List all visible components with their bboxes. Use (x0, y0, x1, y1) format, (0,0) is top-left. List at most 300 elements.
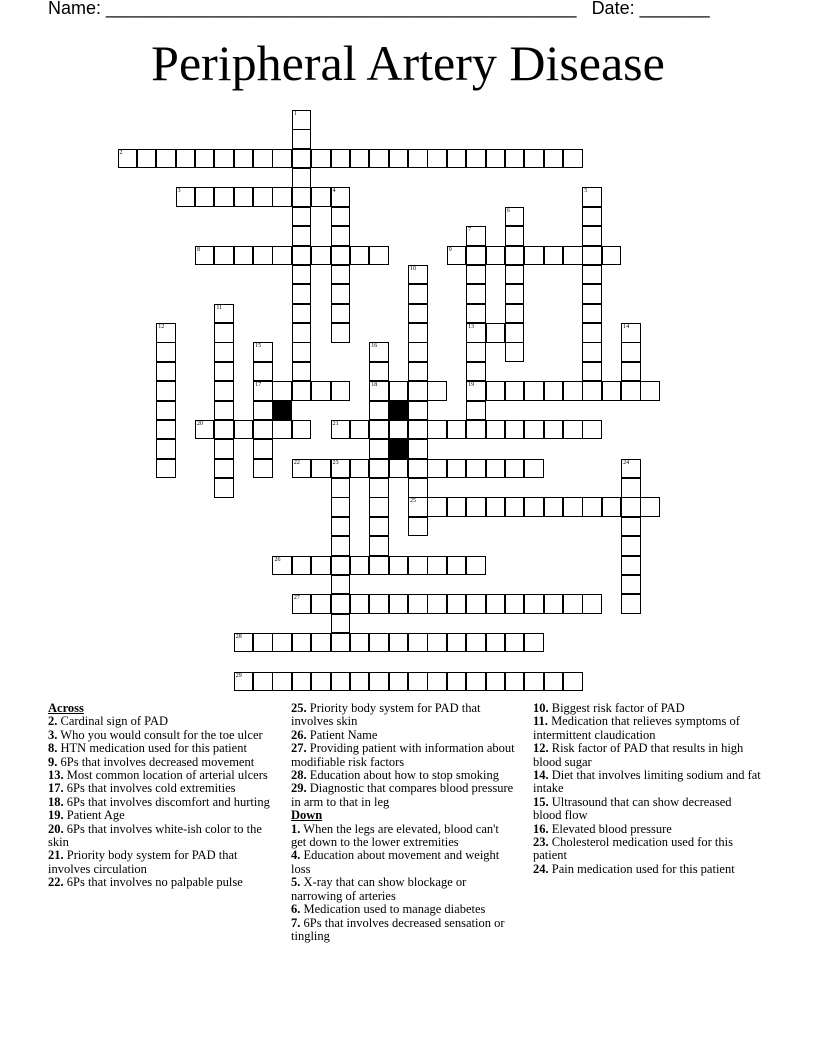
grid-cell[interactable] (427, 149, 447, 169)
grid-cell[interactable] (292, 342, 312, 362)
grid-cell[interactable] (505, 265, 525, 285)
grid-cell[interactable] (447, 459, 467, 479)
grid-cell[interactable] (466, 284, 486, 304)
grid-cell[interactable] (350, 246, 370, 266)
grid-cell[interactable] (292, 556, 312, 576)
grid-cell[interactable] (195, 246, 215, 266)
grid-cell[interactable] (176, 187, 196, 207)
grid-cell[interactable] (311, 149, 331, 169)
grid-cell[interactable] (408, 517, 428, 537)
grid-cell[interactable] (427, 556, 447, 576)
grid-cell[interactable] (563, 149, 583, 169)
grid-cell[interactable] (156, 439, 176, 459)
grid-cell[interactable] (369, 246, 389, 266)
grid-cell[interactable] (466, 246, 486, 266)
grid-cell[interactable] (486, 633, 506, 653)
grid-cell[interactable] (253, 381, 273, 401)
grid-cell[interactable] (427, 633, 447, 653)
grid-cell[interactable] (602, 381, 622, 401)
grid-cell[interactable] (621, 536, 641, 556)
grid-cell[interactable] (253, 401, 273, 421)
grid-cell[interactable] (389, 556, 409, 576)
grid-cell[interactable] (466, 420, 486, 440)
clue-item (48, 742, 273, 755)
grid-cell[interactable] (331, 323, 351, 343)
grid-cell[interactable] (621, 381, 641, 401)
grid-cell[interactable] (253, 246, 273, 266)
grid-cell[interactable] (369, 381, 389, 401)
grid-cell[interactable] (408, 284, 428, 304)
grid-cell[interactable] (505, 459, 525, 479)
grid-cell[interactable] (234, 420, 254, 440)
grid-cell[interactable] (621, 323, 641, 343)
clue-item-number: 27. (291, 741, 307, 756)
grid-cell[interactable] (427, 497, 447, 517)
grid-cell[interactable] (156, 459, 176, 479)
grid-cell[interactable] (524, 246, 544, 266)
grid-cell[interactable] (602, 497, 622, 517)
grid-cell[interactable] (214, 362, 234, 382)
grid-cell[interactable] (331, 226, 351, 246)
clue-item (48, 756, 273, 769)
grid-cell[interactable] (214, 420, 234, 440)
grid-cell[interactable] (331, 207, 351, 227)
grid-cell[interactable] (621, 556, 641, 576)
grid-cell[interactable] (505, 284, 525, 304)
grid-cell[interactable] (466, 672, 486, 692)
clue-number: 13 (468, 324, 475, 331)
grid-cell[interactable] (292, 207, 312, 227)
grid-cell[interactable] (331, 149, 351, 169)
grid-cell[interactable] (640, 381, 660, 401)
grid-cell[interactable] (369, 149, 389, 169)
grid-cell[interactable] (447, 556, 467, 576)
grid-cell[interactable] (369, 342, 389, 362)
grid-cell[interactable] (486, 594, 506, 614)
grid-cell[interactable] (602, 246, 622, 266)
grid-cell[interactable] (292, 594, 312, 614)
grid-cell[interactable] (408, 478, 428, 498)
grid-cell[interactable] (486, 381, 506, 401)
grid-cell[interactable] (156, 342, 176, 362)
grid-cell[interactable] (214, 246, 234, 266)
grid-cell[interactable] (408, 439, 428, 459)
grid-cell[interactable] (408, 420, 428, 440)
clue-number: 11 (216, 304, 223, 311)
grid-cell[interactable] (408, 459, 428, 479)
grid-cell[interactable] (544, 381, 564, 401)
clue-number: 26 (274, 556, 281, 563)
grid-cell[interactable] (253, 439, 273, 459)
grid-cell[interactable] (408, 323, 428, 343)
grid-cell[interactable] (331, 556, 351, 576)
grid-cell[interactable] (272, 381, 292, 401)
grid-cell[interactable] (176, 149, 196, 169)
grid-cell[interactable] (292, 381, 312, 401)
grid-cell[interactable] (544, 246, 564, 266)
grid-cell[interactable] (331, 517, 351, 537)
clue-item-number: 9. (48, 754, 58, 769)
grid-cell[interactable] (234, 633, 254, 653)
grid-cell[interactable] (466, 594, 486, 614)
grid-cell[interactable] (292, 323, 312, 343)
grid-cell[interactable] (350, 594, 370, 614)
clue-item-number: 29. (291, 781, 307, 796)
grid-cell[interactable] (292, 149, 312, 169)
grid-cell[interactable] (292, 420, 312, 440)
grid-cell[interactable] (369, 556, 389, 576)
grid-cell[interactable] (582, 226, 602, 246)
clue-item-text: X-ray that can show blockage or narrowing of arteries (291, 875, 467, 903)
grid-cell[interactable] (486, 459, 506, 479)
grid-cell[interactable] (292, 246, 312, 266)
clue-number: 2 (119, 149, 123, 156)
grid-cell[interactable] (311, 381, 331, 401)
grid-cell[interactable] (486, 246, 506, 266)
grid-cell[interactable] (466, 304, 486, 324)
grid-cell[interactable] (214, 149, 234, 169)
grid-cell[interactable] (156, 401, 176, 421)
grid-cell[interactable] (524, 381, 544, 401)
grid-cell[interactable] (505, 149, 525, 169)
grid-cell[interactable] (389, 594, 409, 614)
grid-cell[interactable] (505, 246, 525, 266)
clue-item-number: 20. (48, 821, 64, 836)
grid-cell[interactable] (331, 246, 351, 266)
grid-cell[interactable] (331, 304, 351, 324)
grid-cell[interactable] (214, 381, 234, 401)
grid-cell[interactable] (621, 478, 641, 498)
grid-cell[interactable] (466, 362, 486, 382)
grid-cell[interactable] (253, 672, 273, 692)
grid-cell[interactable] (640, 497, 660, 517)
grid-cell[interactable] (156, 323, 176, 343)
grid-cell[interactable] (331, 478, 351, 498)
grid-cell[interactable] (408, 633, 428, 653)
grid-cell[interactable] (253, 459, 273, 479)
grid-cell[interactable] (563, 420, 583, 440)
grid-cell[interactable] (369, 459, 389, 479)
grid-cell[interactable] (582, 323, 602, 343)
grid-cell[interactable] (234, 187, 254, 207)
grid-cell[interactable] (272, 149, 292, 169)
grid-cell[interactable] (311, 459, 331, 479)
clue-item-number: 6. (291, 902, 301, 917)
clue-item-text: 6Ps that involves decreased sensation or tingling (291, 915, 505, 943)
grid-cell[interactable] (621, 517, 641, 537)
grid-cell[interactable] (311, 594, 331, 614)
grid-cell[interactable] (466, 323, 486, 343)
grid-cell[interactable] (195, 149, 215, 169)
grid-cell[interactable] (544, 672, 564, 692)
grid-cell[interactable] (466, 401, 486, 421)
grid-cell[interactable] (408, 594, 428, 614)
grid-cell[interactable] (582, 342, 602, 362)
grid-cell[interactable] (466, 381, 486, 401)
grid-cell[interactable] (331, 459, 351, 479)
grid-cell[interactable] (466, 342, 486, 362)
clue-number: 22 (293, 459, 300, 466)
clue-number: 3 (177, 188, 181, 195)
grid-cell[interactable] (466, 459, 486, 479)
grid-cell[interactable] (427, 594, 447, 614)
grid-cell[interactable] (486, 672, 506, 692)
grid-cell[interactable] (214, 342, 234, 362)
grid-cell[interactable] (331, 614, 351, 634)
grid-cell[interactable] (311, 633, 331, 653)
grid-cell[interactable] (408, 304, 428, 324)
grid-cell[interactable] (350, 420, 370, 440)
grid-cell[interactable] (253, 362, 273, 382)
grid-cell[interactable] (408, 556, 428, 576)
grid-cell[interactable] (582, 420, 602, 440)
grid-cell[interactable] (389, 672, 409, 692)
grid-cell[interactable] (350, 556, 370, 576)
grid-cell[interactable] (466, 265, 486, 285)
grid-cell[interactable] (408, 342, 428, 362)
grid-cell[interactable] (486, 497, 506, 517)
grid-cell[interactable] (582, 497, 602, 517)
grid-cell[interactable] (331, 575, 351, 595)
grid-cell[interactable] (331, 381, 351, 401)
grid-cell[interactable] (408, 362, 428, 382)
grid-cell[interactable] (505, 672, 525, 692)
grid-cell[interactable] (582, 381, 602, 401)
grid-cell[interactable] (214, 187, 234, 207)
clue-number: 12 (158, 324, 165, 331)
grid-cell[interactable] (389, 381, 409, 401)
grid-cell[interactable] (427, 672, 447, 692)
grid-cell[interactable] (582, 304, 602, 324)
grid-cell[interactable] (582, 207, 602, 227)
grid-cell[interactable] (505, 594, 525, 614)
grid-cell[interactable] (582, 246, 602, 266)
grid-cell[interactable] (369, 497, 389, 517)
grid-cell[interactable] (369, 594, 389, 614)
grid-cell[interactable] (486, 149, 506, 169)
grid-cell[interactable] (524, 594, 544, 614)
grid-cell[interactable] (582, 362, 602, 382)
grid-cell[interactable] (156, 420, 176, 440)
grid-cell[interactable] (195, 420, 215, 440)
grid-cell[interactable] (447, 594, 467, 614)
grid-cell[interactable] (214, 459, 234, 479)
grid-cell[interactable] (427, 459, 447, 479)
grid-cell[interactable] (505, 342, 525, 362)
clue-number: 17 (255, 382, 262, 389)
grid-cell[interactable] (369, 672, 389, 692)
grid-cell[interactable] (486, 420, 506, 440)
grid-cell[interactable] (369, 517, 389, 537)
clue-item-text: When the legs are elevated, blood can't get down to the lower extremities (291, 821, 499, 850)
grid-cell[interactable] (292, 459, 312, 479)
grid-cell[interactable] (272, 187, 292, 207)
grid-cell[interactable] (292, 265, 312, 285)
grid-cell[interactable] (544, 594, 564, 614)
grid-cell[interactable] (272, 246, 292, 266)
grid-cell[interactable] (292, 304, 312, 324)
grid-cell[interactable] (253, 187, 273, 207)
grid-cell[interactable] (331, 265, 351, 285)
grid-cell[interactable] (214, 478, 234, 498)
grid-cell[interactable] (369, 536, 389, 556)
grid-cell[interactable] (272, 420, 292, 440)
grid-cell[interactable] (253, 342, 273, 362)
grid-cell[interactable] (292, 168, 312, 188)
grid-cell[interactable] (350, 459, 370, 479)
grid-cell[interactable] (272, 672, 292, 692)
grid-cell[interactable] (486, 323, 506, 343)
grid-cell[interactable] (563, 246, 583, 266)
grid-cell[interactable] (156, 362, 176, 382)
grid-cell[interactable] (505, 381, 525, 401)
grid-cell[interactable] (389, 420, 409, 440)
grid-cell[interactable] (272, 556, 292, 576)
grid-cell[interactable] (582, 187, 602, 207)
grid-cell[interactable] (214, 323, 234, 343)
grid-cell[interactable] (563, 672, 583, 692)
grid-cell[interactable] (292, 110, 312, 130)
grid-cell[interactable] (524, 672, 544, 692)
grid-cell[interactable] (544, 149, 564, 169)
grid-cell[interactable] (466, 633, 486, 653)
grid-cell[interactable] (505, 207, 525, 227)
grid-cell[interactable] (369, 439, 389, 459)
grid-cell[interactable] (621, 342, 641, 362)
grid-cell[interactable] (234, 246, 254, 266)
grid-cell[interactable] (214, 304, 234, 324)
grid-cell[interactable] (427, 381, 447, 401)
grid-cell[interactable] (447, 149, 467, 169)
grid-cell[interactable] (408, 672, 428, 692)
grid-cell[interactable] (621, 459, 641, 479)
grid-cell[interactable] (214, 439, 234, 459)
grid-cell[interactable] (524, 633, 544, 653)
grid-cell[interactable] (621, 497, 641, 517)
grid-cell[interactable] (350, 149, 370, 169)
grid-cell[interactable] (253, 149, 273, 169)
grid-cell[interactable] (621, 594, 641, 614)
grid-cell[interactable] (389, 149, 409, 169)
grid-cell[interactable] (369, 401, 389, 421)
grid-cell[interactable] (408, 149, 428, 169)
grid-cell[interactable] (311, 187, 331, 207)
grid-cell[interactable] (292, 187, 312, 207)
grid-cell[interactable] (505, 323, 525, 343)
grid-cell[interactable] (408, 265, 428, 285)
grid-cell[interactable] (272, 633, 292, 653)
grid-cell[interactable] (118, 149, 138, 169)
clue-number: 21 (332, 420, 339, 427)
grid-cell[interactable] (369, 362, 389, 382)
grid-cell[interactable] (582, 594, 602, 614)
grid-cell[interactable] (214, 401, 234, 421)
grid-cell[interactable] (331, 187, 351, 207)
grid-cell[interactable] (311, 672, 331, 692)
grid-cell[interactable] (389, 633, 409, 653)
grid-cell[interactable] (292, 633, 312, 653)
grid-cell[interactable] (582, 265, 602, 285)
grid-cell[interactable] (331, 594, 351, 614)
grid-cell[interactable] (505, 633, 525, 653)
grid-cell[interactable] (311, 246, 331, 266)
grid-cell[interactable] (621, 362, 641, 382)
grid-cell[interactable] (582, 284, 602, 304)
grid-cell[interactable] (292, 129, 312, 149)
clue-number: 28 (235, 633, 242, 640)
grid-cell[interactable] (369, 478, 389, 498)
grid-cell[interactable] (331, 497, 351, 517)
grid-cell[interactable] (524, 497, 544, 517)
grid-cell[interactable] (408, 497, 428, 517)
grid-cell[interactable] (331, 633, 351, 653)
date-line[interactable]: _______ (639, 0, 710, 18)
grid-cell[interactable] (389, 459, 409, 479)
grid-cell[interactable] (621, 575, 641, 595)
grid-cell[interactable] (369, 420, 389, 440)
grid-cell[interactable] (292, 672, 312, 692)
grid-cell[interactable] (524, 149, 544, 169)
grid-cell[interactable] (524, 420, 544, 440)
grid-cell[interactable] (466, 226, 486, 246)
grid-cell[interactable] (466, 556, 486, 576)
grid-cell[interactable] (137, 149, 157, 169)
grid-cell[interactable] (253, 633, 273, 653)
grid-cell[interactable] (331, 420, 351, 440)
grid-cell[interactable] (544, 497, 564, 517)
name-line[interactable]: _______________________________________________ (106, 0, 577, 18)
grid-cell[interactable] (156, 149, 176, 169)
grid-cell[interactable] (369, 633, 389, 653)
grid-cell[interactable] (311, 556, 331, 576)
grid-cell[interactable] (505, 304, 525, 324)
grid-cell[interactable] (408, 381, 428, 401)
grid-cell[interactable] (466, 497, 486, 517)
grid-cell[interactable] (505, 226, 525, 246)
grid-cell[interactable] (505, 420, 525, 440)
grid-cell[interactable] (195, 187, 215, 207)
grid-cell[interactable] (524, 459, 544, 479)
grid-cell[interactable] (350, 633, 370, 653)
grid-cell[interactable] (234, 672, 254, 692)
grid-cell[interactable] (505, 497, 525, 517)
grid-cell[interactable] (563, 381, 583, 401)
grid-cell[interactable] (563, 594, 583, 614)
grid-cell[interactable] (292, 284, 312, 304)
clue-item-text: Patient Age (63, 808, 125, 823)
grid-cell[interactable] (234, 149, 254, 169)
grid-cell[interactable] (292, 226, 312, 246)
grid-cell[interactable] (447, 420, 467, 440)
grid-cell[interactable] (408, 401, 428, 421)
grid-cell[interactable] (253, 420, 273, 440)
grid-cell[interactable] (156, 381, 176, 401)
grid-cell[interactable] (427, 420, 447, 440)
grid-cell[interactable] (447, 246, 467, 266)
grid-cell[interactable] (331, 536, 351, 556)
grid-cell[interactable] (447, 633, 467, 653)
grid-cell[interactable] (447, 672, 467, 692)
grid-cell[interactable] (292, 362, 312, 382)
grid-cell[interactable] (331, 284, 351, 304)
grid-cell[interactable] (563, 497, 583, 517)
grid-cell[interactable] (447, 497, 467, 517)
grid-cell[interactable] (350, 672, 370, 692)
clue-number: 23 (332, 459, 339, 466)
grid-cell[interactable] (331, 672, 351, 692)
grid-cell[interactable] (544, 420, 564, 440)
grid-cell[interactable] (466, 149, 486, 169)
